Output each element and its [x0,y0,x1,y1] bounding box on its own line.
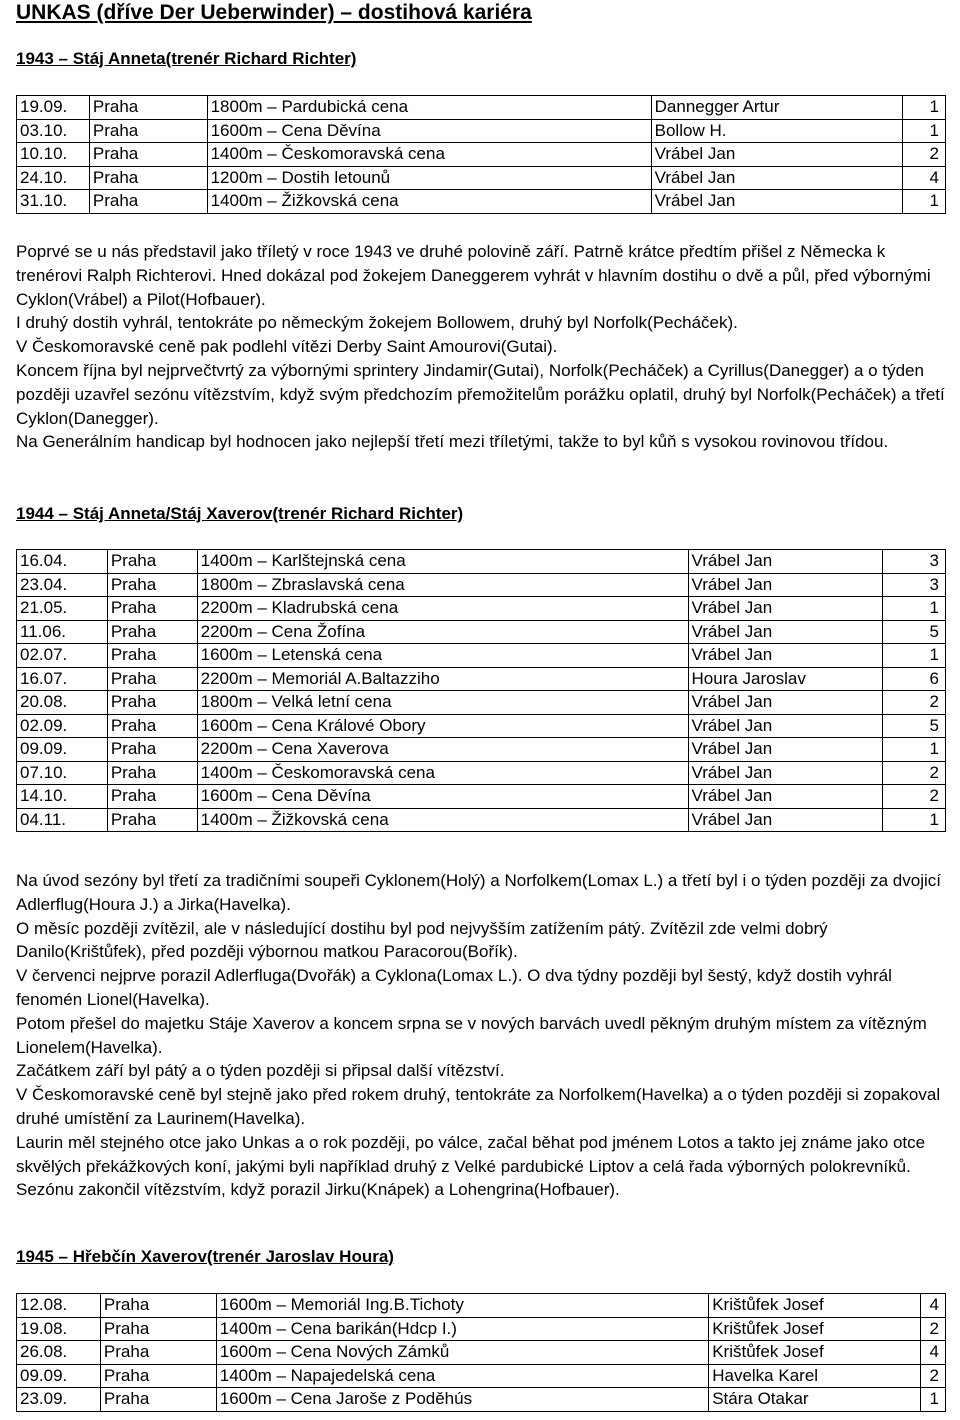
race-jockey: Krištůfek Josef [709,1317,921,1341]
race-date: 19.08. [17,1317,101,1341]
race-jockey: Vrábel Jan [688,573,883,597]
races-table-1945 [16,1293,946,1412]
race-jockey: Havelka Karel [709,1364,921,1388]
table-row [17,550,946,574]
race-jockey: Houra Jaroslav [688,667,883,691]
paragraph: V Českomoravské ceně pak podlehl vítězi Derby Saint Amourovi(Gutai). [16,337,558,357]
race-name: 1600m – Cena Králové Obory [197,714,688,738]
race-name: 1800m – Velká letní cena [197,691,688,715]
race-date: 09.09. [17,1364,101,1388]
race-date: 24.10. [17,166,90,190]
race-placing: 2 [883,785,946,809]
table-row [17,667,946,691]
race-name: 1400m – Žižkovská cena [207,190,651,214]
paragraph: Koncem října byl nejprvečtvrtý za výbornými sprintery Jindamir(Gutai), Norfolk(Pecháček) a Cyrillus(Danegger) a o týden později uzavřel sezónu vítězstvím, když svým předchozím přemožitelům porážku oplatil, druhý byl Norfolk(Pecháček) a třetí Cyklon(Danegger). [16,360,945,428]
race-placing: 4 [903,166,946,190]
race-jockey: Vrábel Jan [688,620,883,644]
race-placing: 2 [883,691,946,715]
race-venue: Praha [100,1364,216,1388]
paragraph: Laurin měl stejného otce jako Unkas a o rok později, po válce, začal běhat pod jménem Lotos a takto jej známe jako otce skvělých překážkových koní, jakými byli například druhý z Velké pardubické Liptov a celá řada výborných polokrevníků. [16,1132,926,1176]
race-date: 19.09. [17,96,90,120]
race-name: 1400m – Žižkovská cena [197,808,688,832]
document-title: UNKAS (dříve Der Ueberwinder) – dostihová kariéra [16,1,532,24]
race-placing: 6 [883,667,946,691]
race-placing: 1 [883,597,946,621]
race-date: 20.08. [17,691,108,715]
races-table-1943 [16,95,946,214]
race-venue: Praha [89,190,207,214]
race-jockey: Dannegger Artur [651,96,902,120]
race-venue: Praha [89,143,207,167]
table-row [17,785,946,809]
race-placing: 1 [920,1388,945,1412]
race-venue: Praha [89,166,207,190]
table-row [17,761,946,785]
table-row [17,119,946,143]
race-name: 1800m – Pardubická cena [207,96,651,120]
race-name: 1400m – Českomoravská cena [197,761,688,785]
race-placing: 4 [920,1294,945,1318]
race-date: 07.10. [17,761,108,785]
race-date: 16.07. [17,667,108,691]
race-date: 21.05. [17,597,108,621]
race-venue: Praha [100,1294,216,1318]
race-venue: Praha [100,1317,216,1341]
race-date: 02.09. [17,714,108,738]
race-name: 2200m – Cena Xaverova [197,738,688,762]
race-venue: Praha [107,785,197,809]
table-row [17,1294,946,1318]
race-name: 1200m – Dostih letounů [207,166,651,190]
race-date: 09.09. [17,738,108,762]
race-date: 11.06. [17,620,108,644]
race-jockey: Vrábel Jan [651,166,902,190]
race-venue: Praha [107,691,197,715]
paragraph: Na Generálním handicap byl hodnocen jako nejlepší třetí mezi tříletými, takže to byl kůň s vysokou rovinovou třídou. [16,432,889,452]
race-venue: Praha [107,550,197,574]
table-row [17,573,946,597]
race-jockey: Krištůfek Josef [709,1294,921,1318]
race-jockey: Vrábel Jan [688,550,883,574]
table-row [17,96,946,120]
race-placing: 1 [903,119,946,143]
race-name: 1600m – Cena Děvína [207,119,651,143]
table-row [17,644,946,668]
table-row [17,691,946,715]
table-row [17,1317,946,1341]
race-jockey: Vrábel Jan [688,761,883,785]
race-date: 26.08. [17,1341,101,1365]
race-venue: Praha [89,119,207,143]
race-jockey: Stára Otakar [709,1388,921,1412]
race-placing: 2 [883,761,946,785]
race-placing: 2 [920,1317,945,1341]
section-heading-1943: 1943 – Stáj Anneta(trenér Richard Richter) [16,49,357,68]
race-jockey: Vrábel Jan [651,143,902,167]
race-name: 2200m – Kladrubská cena [197,597,688,621]
narrative-1944 [16,869,946,1202]
narrative-1943 [16,240,946,454]
race-jockey: Vrábel Jan [651,190,902,214]
race-name: 1600m – Cena Děvína [197,785,688,809]
race-venue: Praha [100,1341,216,1365]
paragraph: I druhý dostih vyhrál, tentokráte po německým žokejem Bollowem, druhý byl Norfolk(Pecháček). [16,313,738,333]
race-date: 03.10. [17,119,90,143]
section-heading-1944: 1944 – Stáj Anneta/Stáj Xaverov(trenér Richard Richter) [16,504,464,523]
table-row [17,1341,946,1365]
table-row [17,714,946,738]
race-name: 2200m – Memoriál A.Baltazziho [197,667,688,691]
race-placing: 5 [883,714,946,738]
race-name: 1600m – Memoriál Ing.B.Tichoty [216,1294,708,1318]
race-date: 16.04. [17,550,108,574]
race-date: 23.04. [17,573,108,597]
table-row [17,738,946,762]
race-name: 1400m – Českomoravská cena [207,143,651,167]
paragraph: V červenci nejprve porazil Adlerfluga(Dvořák) a Cyklona(Lomax L.). O dva týdny později byl šestý, když dostih vyhrál fenomén Lionel(Havelka). [16,966,892,1009]
race-jockey: Vrábel Jan [688,714,883,738]
race-placing: 1 [903,96,946,120]
race-placing: 4 [920,1341,945,1365]
table-row [17,143,946,167]
race-placing: 1 [903,190,946,214]
race-venue: Praha [89,96,207,120]
paragraph: V Českomoravské ceně byl stejně jako před rokem druhý, tentokráte za Norfolkem(Havelka) a o týden později si zopakoval druhé umístění za Laurinem(Havelka). [16,1085,941,1128]
race-jockey: Vrábel Jan [688,597,883,621]
race-jockey: Bollow H. [651,119,902,143]
race-date: 12.08. [17,1294,101,1318]
race-name: 2200m – Cena Žofína [197,620,688,644]
race-jockey: Vrábel Jan [688,644,883,668]
paragraph: Začátkem září byl pátý a o týden později si připsal další vítězství. [16,1061,505,1081]
race-jockey: Vrábel Jan [688,808,883,832]
paragraph: O měsíc později zvítězil, ale v následující dostihu byl pod nejvyšším zatížením pátý. Zvítězil zde velmi dobrý Danilo(Krištůfek), před později výbornou matkou Paracorou(Bořík). [16,918,828,962]
race-placing: 5 [883,620,946,644]
race-venue: Praha [107,644,197,668]
table-row [17,166,946,190]
paragraph: Potom přešel do majetku Stáje Xaverov a koncem srpna se v nových barvách uvedl pěkným druhým místem za vítězným Lionelem(Havelka). [16,1013,927,1057]
race-date: 02.07. [17,644,108,668]
race-venue: Praha [100,1388,216,1412]
table-row [17,808,946,832]
race-venue: Praha [107,573,197,597]
race-venue: Praha [107,808,197,832]
race-venue: Praha [107,597,197,621]
race-name: 1600m – Cena Jaroše z Poděhús [216,1388,708,1412]
race-placing: 2 [903,143,946,167]
races-table-1944 [16,549,946,832]
paragraph: Sezónu zakončil vítězstvím, když porazil Jirku(Knápek) a Lohengrina(Hofbauer). [16,1180,620,1200]
race-venue: Praha [107,738,197,762]
race-name: 1800m – Zbraslavská cena [197,573,688,597]
race-placing: 1 [883,738,946,762]
race-jockey: Vrábel Jan [688,738,883,762]
table-row [17,190,946,214]
paragraph: Poprvé se u nás představil jako tříletý v roce 1943 ve druhé polovině září. Patrně krátce předtím přišel z Německa k trenérovi Ralph Richterovi. Hned dokázal pod žokejem Daneggerem vyhrát v hlavním dostihu o dvě a půl, před výbornými Cyklon(Vrábel) a Pilot(Hofbauer). [16,242,931,309]
race-date: 10.10. [17,143,90,167]
race-name: 1400m – Karlštejnská cena [197,550,688,574]
section-heading-1945: 1945 – Hřebčín Xaverov(trenér Jaroslav Houra) [16,1247,394,1266]
race-date: 23.09. [17,1388,101,1412]
race-placing: 3 [883,573,946,597]
race-jockey: Vrábel Jan [688,785,883,809]
race-venue: Praha [107,667,197,691]
race-name: 1400m – Napajedelská cena [216,1364,708,1388]
race-placing: 1 [883,644,946,668]
race-venue: Praha [107,714,197,738]
race-placing: 3 [883,550,946,574]
race-placing: 2 [920,1364,945,1388]
table-row [17,620,946,644]
race-date: 31.10. [17,190,90,214]
race-venue: Praha [107,761,197,785]
paragraph: Na úvod sezóny byl třetí za tradičními soupeři Cyklonem(Holý) a Norfolkem(Lomax L.) a třetí byl i o týden později za dvojicí Adlerflug(Houra J.) a Jirka(Havelka). [16,871,941,914]
race-name: 1400m – Cena barikán(Hdcp I.) [216,1317,708,1341]
race-date: 04.11. [17,808,108,832]
table-row [17,597,946,621]
table-row [17,1364,946,1388]
table-row [17,1388,946,1412]
race-jockey: Krištůfek Josef [709,1341,921,1365]
race-venue: Praha [107,620,197,644]
race-name: 1600m – Letenská cena [197,644,688,668]
race-date: 14.10. [17,785,108,809]
race-name: 1600m – Cena Nových Zámků [216,1341,708,1365]
race-jockey: Vrábel Jan [688,691,883,715]
race-placing: 1 [883,808,946,832]
